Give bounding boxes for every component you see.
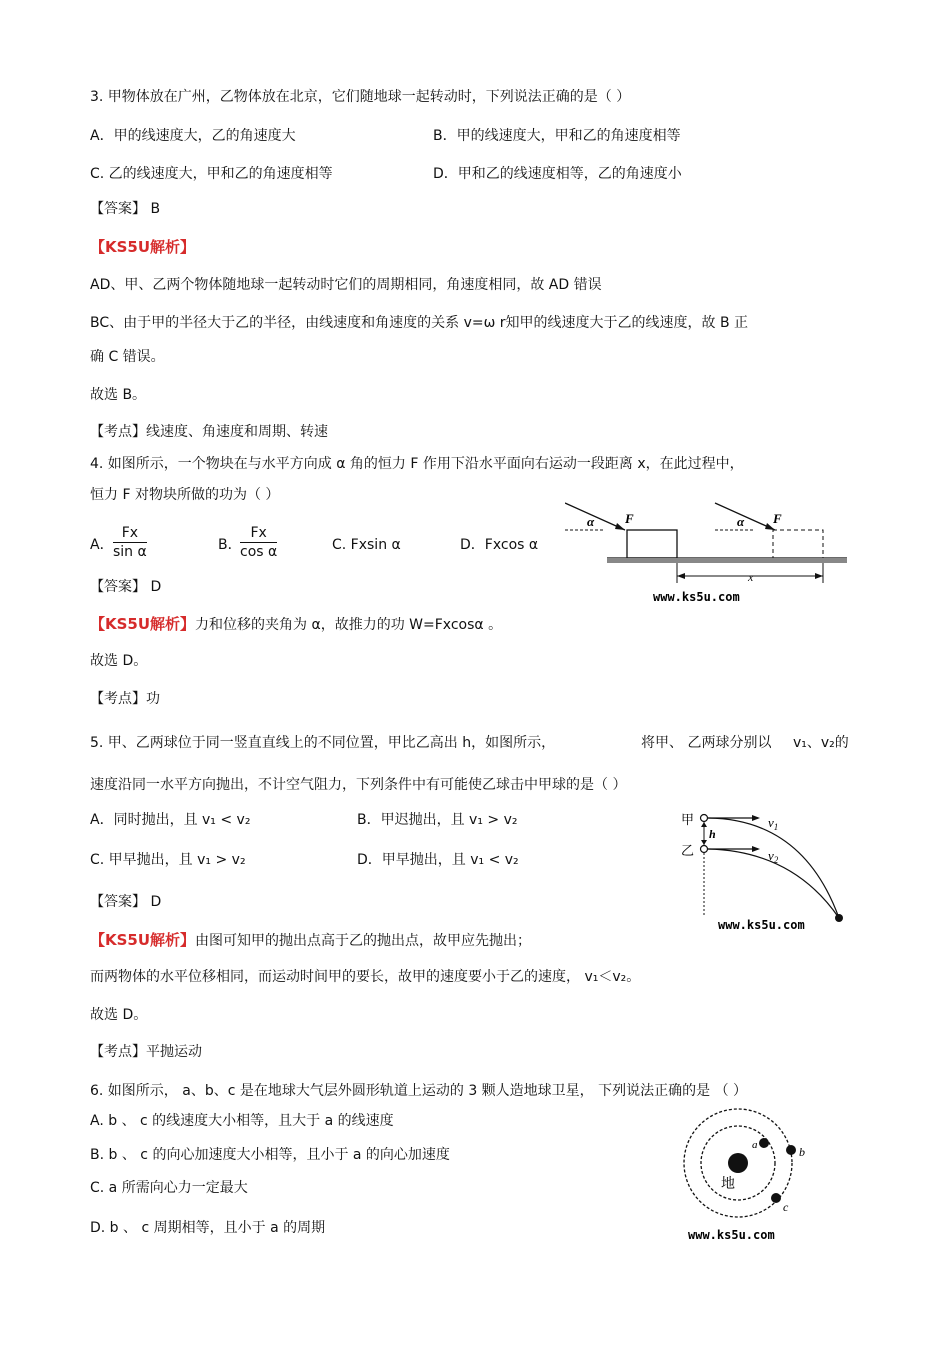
q4-analysis-text: 力和位移的夹角为 α，故推力的功 W=Fxcosα 。 (195, 617, 503, 633)
h-arrow-down (701, 840, 707, 845)
meeting-point (835, 914, 843, 922)
block-final-dashed (773, 530, 823, 558)
q6-satellite-diagram (672, 1105, 822, 1245)
q5-option-c: C. 甲早抛出，且 v₁ > v₂ (90, 852, 246, 868)
force-line-left (565, 503, 625, 530)
q4-analysis-tag: 【KS5U解析】 (90, 615, 196, 633)
q4-figure-watermark: www.ks5u.com (653, 590, 740, 604)
q4-option-c: C. Fxsin α (332, 537, 401, 553)
alpha-label-left: α (587, 514, 595, 529)
q5-analysis-line-2: 而两物体的水平位移相同，而运动时间甲的要长，故甲的速度要小于乙的速度， v₁＜v₂。 (90, 969, 641, 985)
q4-option-b-numerator: Fx (240, 525, 277, 543)
q4-option-a-denominator: sin α (113, 544, 147, 560)
x-label: x (748, 570, 754, 584)
q3-analysis-line-2: BC、由于甲的半径大于乙的半径，由线速度和角速度的关系 v=ω r知甲的线速度大于乙的线速度，故 B 正 (90, 315, 749, 331)
q5-option-d: D．甲早抛出，且 v₁ < v₂ (357, 852, 519, 868)
q5-stem-line-1b: 将甲、 乙两球分别以 (641, 735, 772, 751)
ball-jia (701, 815, 708, 822)
block-initial (627, 530, 677, 558)
q5-choose: 故选 D。 (90, 1007, 148, 1023)
q4-option-d: D．Fxcos α (460, 537, 539, 553)
satellite-b-label: b (799, 1145, 805, 1159)
q5-option-b: B．甲迟抛出，且 v₁ > v₂ (357, 812, 518, 828)
q3-answer: 【答案】 B (90, 201, 161, 217)
q3-option-b: B．甲的线速度大，甲和乙的角速度相等 (433, 128, 681, 144)
alpha-label-right: α (737, 514, 745, 529)
q6-option-c: C. a 所需向心力一定最大 (90, 1180, 248, 1196)
q6-option-b: B. b 、 c 的向心加速度大小相等，且小于 a 的向心加速度 (90, 1147, 450, 1163)
force-line-right (715, 503, 775, 530)
q3-analysis-line-3: 确 C 错误。 (90, 349, 165, 365)
q3-analysis-tag: 【KS5U解析】 (90, 238, 196, 256)
q4-choose: 故选 D。 (90, 653, 148, 669)
q3-option-c: C. 乙的线速度大，甲和乙的角速度相等 (90, 166, 333, 182)
jia-label: 甲 (681, 813, 695, 828)
q5-answer: 【答案】 D (90, 894, 162, 910)
q4-option-b-fraction (240, 525, 277, 561)
q4-topic: 【考点】功 (90, 691, 160, 707)
q6-option-a: A. b 、 c 的线速度大小相等，且大于 a 的线速度 (90, 1113, 394, 1129)
q5-figure-watermark: www.ks5u.com (718, 918, 805, 932)
q5-stem-line-2: 速度沿同一水平方向抛出，不计空气阻力，下列条件中有可能使乙球击中甲球的是（ ） (90, 777, 627, 793)
q6-stem: 6. 如图所示， a、b、c 是在地球大气层外圆形轨道上运动的 3 颗人造地球卫星， 下列说法正确的是 （ ） (90, 1083, 748, 1099)
force-label-left: F (625, 511, 634, 526)
v1-arrowhead (752, 815, 760, 821)
v2-arrowhead (752, 846, 760, 852)
q3-option-d: D．甲和乙的线速度相等，乙的角速度小 (433, 166, 682, 182)
q5-topic: 【考点】平抛运动 (90, 1044, 202, 1060)
q4-answer: 【答案】 D (90, 579, 162, 595)
earth (728, 1153, 748, 1173)
q4-stem-line-1: 4. 如图所示，一个物块在与水平方向成 α 角的恒力 F 作用下沿水平面向右运动一段距离 x，在此过程中， (90, 456, 744, 472)
q5-projectile-diagram (678, 805, 850, 935)
q4-option-a-label: A． (90, 537, 114, 553)
q5-stem-line-1a: 5. 甲、乙两球位于同一竖直直线上的不同位置，甲比乙高出 h，如图所示， (90, 735, 556, 751)
x-arrow-right (815, 573, 823, 579)
q4-stem-line-2: 恒力 F 对物块所做的功为（ ） (90, 487, 280, 503)
q4-option-a-fraction (113, 525, 147, 561)
q4-force-diagram (565, 495, 855, 607)
force-arrowhead-left (615, 523, 625, 530)
q6-option-d: D. b 、 c 周期相等，且小于 a 的周期 (90, 1220, 326, 1236)
q5-option-a: A．同时抛出，且 v₁ < v₂ (90, 812, 251, 828)
ball-yi (701, 846, 708, 853)
v1-label: $v_1$ (768, 815, 779, 832)
q4-analysis (90, 615, 502, 634)
q5-analysis-tag: 【KS5U解析】 (90, 931, 196, 949)
q5-stem-line-1c: v₁、v₂的 (793, 735, 849, 751)
trajectory-jia (708, 818, 839, 918)
yi-label: 乙 (681, 844, 695, 859)
q4-option-a-numerator: Fx (113, 525, 147, 543)
q5-analysis (90, 931, 531, 950)
v2-label: $v_2$ (768, 848, 779, 865)
satellite-c-label: c (783, 1200, 789, 1214)
satellite-c (771, 1193, 781, 1203)
q3-topic: 【考点】线速度、角速度和周期、转速 (90, 424, 328, 440)
satellite-a-label: a (752, 1139, 758, 1151)
h-arrow-up (701, 822, 707, 827)
q6-figure-watermark: www.ks5u.com (688, 1228, 775, 1242)
q3-analysis-line-1: AD、甲、乙两个物体随地球一起转动时它们的周期相同，角速度相同，故 AD 错误 (90, 277, 602, 293)
ground-hatch (607, 558, 847, 563)
q4-option-b-label: B． (218, 537, 242, 553)
q3-choose: 故选 B。 (90, 387, 147, 403)
earth-label: 地 (721, 1176, 735, 1192)
q3-stem: 3. 甲物体放在广州，乙物体放在北京，它们随地球一起转动时，下列说法正确的是（ ） (90, 89, 631, 105)
force-label-right: F (773, 511, 782, 526)
satellite-a (759, 1138, 769, 1148)
q3-option-a: A．甲的线速度大，乙的角速度大 (90, 128, 296, 144)
h-label: h (709, 827, 716, 841)
x-arrow-left (677, 573, 685, 579)
q5-analysis-text: 由图可知甲的抛出点高于乙的抛出点，故甲应先抛出； (195, 933, 532, 949)
satellite-b (786, 1145, 796, 1155)
q4-option-b-denominator: cos α (240, 544, 278, 560)
